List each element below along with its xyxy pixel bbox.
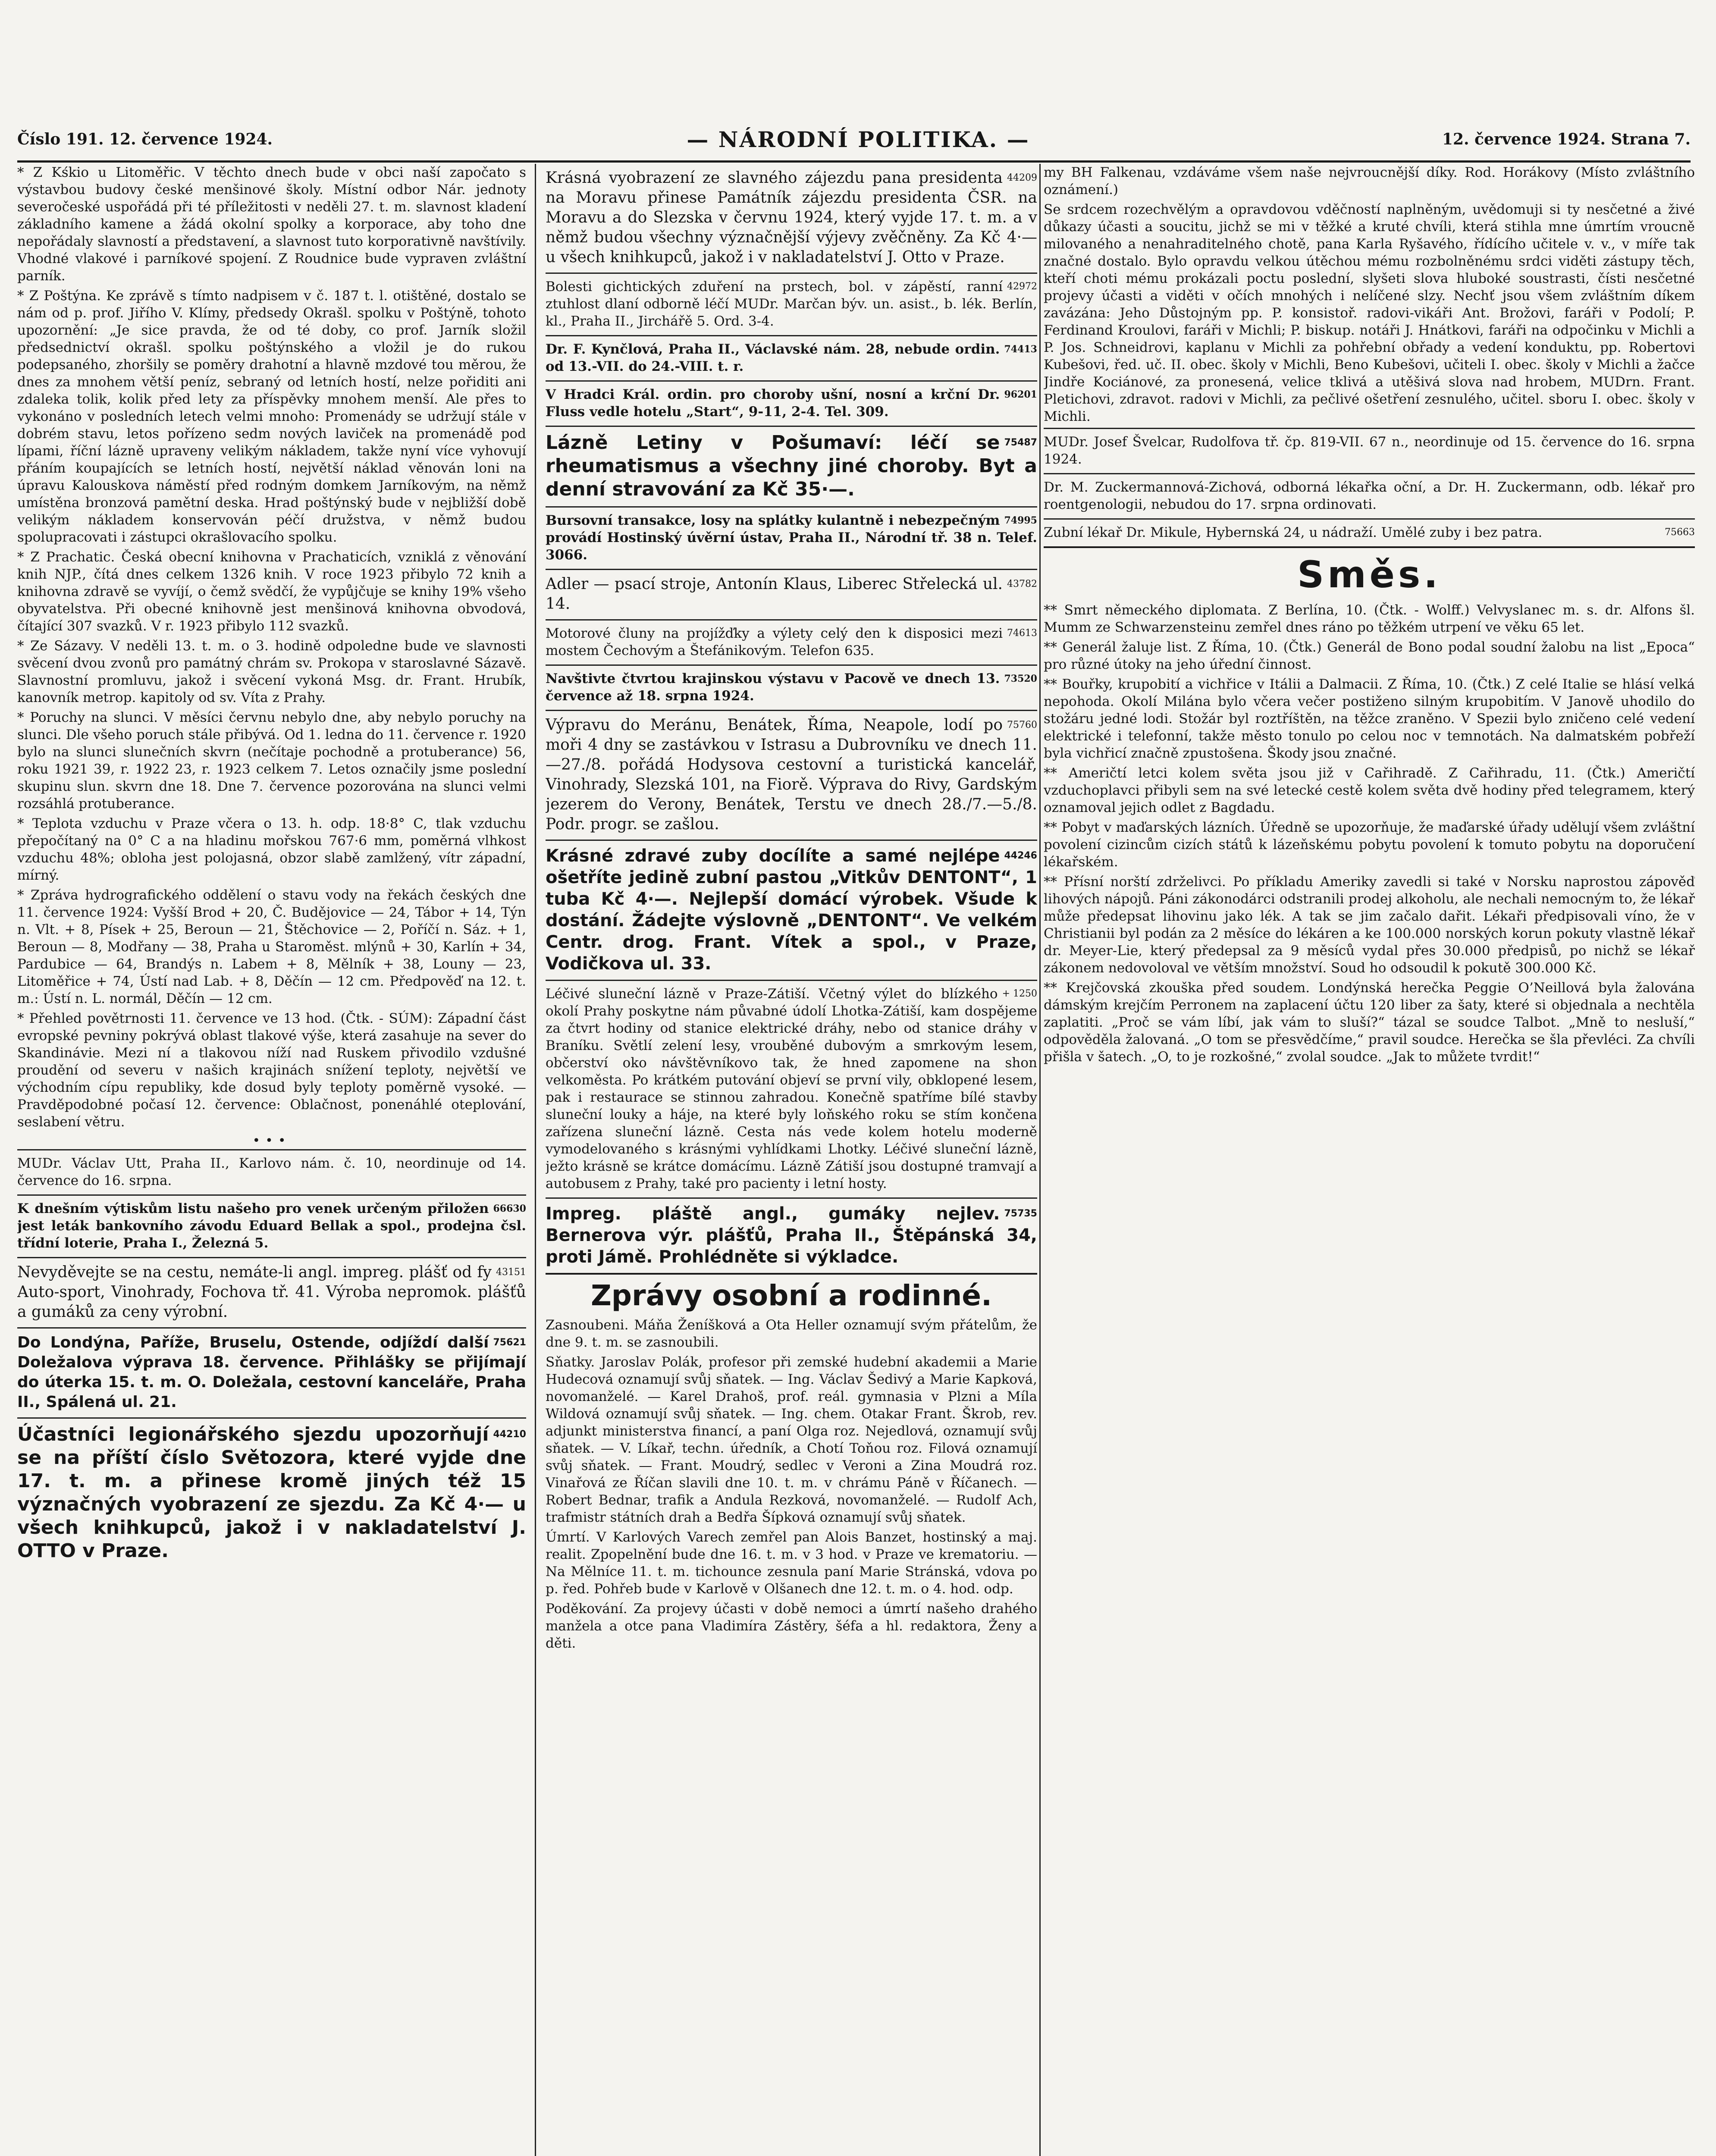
advertisement xyxy=(546,380,1037,426)
ad-text: MUDr. Josef Švelcar, Rudolfova tř. čp. 819-VII. 67 n., neordinuje od 15. července do 16. srpna 1924. xyxy=(1044,434,1695,467)
ad-code: 74613 xyxy=(1007,628,1037,639)
advertisement xyxy=(546,506,1037,569)
news-item: my BH Falkenau, vzdáváme všem naše nejvroucnější díky. Rod. Horákovy (Místo zvláštního oznámení.) xyxy=(1044,165,1695,197)
ad-code: 43151 xyxy=(496,1267,526,1278)
advertisement xyxy=(546,664,1037,710)
separator: ••• xyxy=(252,1133,291,1148)
personal-news-item: Zasnoubeni. Máňa Ženíšková a Ota Heller oznamují svým přátelům, že dne 9. t. m. se zasnoubili. xyxy=(546,1317,1037,1350)
news-item: * Z Kśkio u Litoměřic. V těchto dnech bude v obci naší započato s výstavbou budovy české menšinové školy. Místní odbor Nár. jednoty severočeské uspořádá při té příležitosti v neděli 27. t. m. slavnost kladení základního kamene a žádá okolní spolky a korporace, aby toho dne nepořádaly slavností a představení, a slavnost tuto korporativně navštívily. Vhodné vlakové i parníkové spojení. Z Roudnice bude vypraven zvláštní parník. xyxy=(17,165,526,284)
personal-news-item: Úmrtí. V Karlových Varech zemřel pan Alois Banzet, hostinský a maj. realit. Zpopelnění bude dne 16. t. m. v 3 hod. v Praze ve krematoriu. — Na Mělníce 11. t. m. tichounce zesnula paní Marie Stránská, vdova po p. řed. Pohřeb bude v Karlově v Olšanech dne 12. t. m. o 4. hod. odp. xyxy=(546,1529,1037,1597)
news-item: ** Generál žaluje list. Z Říma, 10. (Čtk.) Generál de Bono podal soudní žalobu na list „Epoca“ pro různé útoky na jeho úřední činnost. xyxy=(1044,639,1695,672)
ad-code: 44246 xyxy=(1004,850,1037,861)
ad-text: Účastníci legionářského sjezdu upozorňují se na příští číslo Světozora, které vyjde dne 17. t. m. a přinese kromě jiných též 15 význačných vyobrazení ze sjezdu. Za Kč 4·— u všech knihkupců, jakož i v nakladatelství J. OTTO v Praze. xyxy=(17,1423,526,1562)
advertisement xyxy=(546,1197,1037,1273)
advertisement xyxy=(17,1149,526,1194)
news-item: * Zpráva hydrografického oddělení o stavu vody na řekách českých dne 11. července 1924: Vyšší Brod + 20, Č. Budějovice — 24, Tábor + 14, Týn n. Vlt. + 8, Písek + 25, Beroun — 21, Štěchovice — 2, Poříčí n. Sáz. + 1, Beroun — 8, Modřany — 38, Praha u Staroměst. mlýnů + 30, Karlín + 34, Pardubice — 64, Brandýs n. Labem + 8, Mělník + 38, Louny — 23, Litoměřice + 74, Ústí nad Lab. + 8, Děčín — 12 cm. Předpověď na 12. t. m.: Ústí n. L. normál, Děčín — 12 cm. xyxy=(17,887,526,1006)
ad-code: 43782 xyxy=(1007,579,1037,589)
ad-text: Krásná vyobrazení ze slavného zájezdu pana presidenta na Moravu přinese Památník zájezdu presidenta ČSR. na Moravu a do Slezska v červnu 1924, který vyjde 17. t. m. a v němž budou všechny význačnější výjevy zvěčněny. Za Kč 4·— u všech knihkupců, jakož i v nakladatelství J. Otto v Praze. xyxy=(546,169,1037,266)
ad-text: Dr. M. Zuckermannová-Zichová, odborná lékařka oční, a Dr. H. Zuckermann, odb. lékař pro roentgenologii, nebudou do 17. srpna ordinovati. xyxy=(1044,479,1695,512)
section-rule xyxy=(1044,546,1695,548)
advertisement xyxy=(546,164,1037,273)
advertisement xyxy=(546,980,1037,1197)
ad-text: Dr. F. Kynčlová, Praha II., Václavské nám. 28, nebude ordin. od 13.-VII. do 24.-VIII. t. r. xyxy=(546,342,1000,374)
ad-text: K dnešním výtiskům listu našeho pro venek určeným přiložen jest leták bankovního závodu Eduard Bellak a spol., prodejna čsl. třídní loterie, Praha I., Železná 5. xyxy=(17,1201,526,1251)
column-1 xyxy=(17,164,526,2156)
news-item: * Přehled povětrnosti 11. července ve 13 hod. (Čtk. - SÚM): Západní část evropské pevniny pokrývá oblast tlakové výše, která zasahuje na sever do Skandinávie. Mezi ní a tlakovou níží nad Ruskem přivodilo vzdušné proudění od severu v našich krajinách snížení teploty, největší ve východním cípu republiky, kde dosud byly teploty poměrně vysoké. — Pravděpodobné počasí 12. července: Oblačnost, ponenáhlé oteplování, seslabení větru. xyxy=(17,1011,526,1130)
news-item: ** Bouřky, krupobití a vichřice v Itálii a Dalmacii. Z Říma, 10. (Čtk.) Z celé Italie se hlásí velká nepohoda. Okolí Milána bylo včera večer postiženo silným krupobitím. V Janově uhodilo do stožáru jedné lodi. Stožár byl roztříštěn, na těžce zraněno. V Spezii bylo zničeno celé vedení elektrické i telefonní, takže město tonulo po celou noc v temnotách. Na dalmatském pobřeží byla vichřicí značně zpustošena. Škody jsou značné. xyxy=(1044,677,1695,761)
advertisement xyxy=(1044,428,1695,473)
newspaper-title: — NÁRODNÍ POLITIKA. — xyxy=(687,127,1030,152)
section-rule xyxy=(546,1273,1037,1275)
page-number: 12. července 1924. Strana 7. xyxy=(1442,130,1691,148)
ad-text: V Hradci Král. ordin. pro choroby ušní, nosní a krční Dr. Fluss vedle hotelu „Start“, 9-11, 2-4. Tel. 309. xyxy=(546,387,1000,420)
advertisement xyxy=(17,1194,526,1257)
column-divider xyxy=(1039,164,1041,2156)
advertisement xyxy=(1044,473,1695,518)
ad-code: 74413 xyxy=(1004,344,1037,355)
column-2 xyxy=(546,164,1037,2156)
ad-code: 75487 xyxy=(1004,437,1037,448)
news-item: * Teplota vzduchu v Praze včera o 13. h. odp. 18·8° C, tlak vzduchu přepočítaný na 0° C a na hladinu mořskou 767·6 mm, poměrná vlhkost vzduchu 48%; obloha jest polojasná, obzor slabě zamlžený, vítr západní, mírný. xyxy=(17,816,526,883)
header-rule xyxy=(17,160,1691,163)
advertisement xyxy=(546,273,1037,335)
advertisement xyxy=(17,1257,526,1327)
ad-code: 75735 xyxy=(1004,1208,1037,1219)
ad-code: 66630 xyxy=(493,1203,526,1214)
column-divider xyxy=(535,164,536,2156)
ad-text: Motorové čluny na projížďky a výlety celý den k disposici mezi mostem Čechovým a Štefánikovým. Telefon 635. xyxy=(546,626,1003,658)
advertisement xyxy=(546,569,1037,619)
ad-text: Navštivte čtvrtou krajinskou výstavu v Pacově ve dnech 13. července až 18. srpna 1924. xyxy=(546,671,1000,704)
advertisement xyxy=(17,1417,526,1568)
ad-code: 75621 xyxy=(493,1337,526,1348)
news-item: ** Američtí letci kolem světa jsou již v Cařihradě. Z Cařihradu, 11. (Čtk.) Američtí vzduchoplavci přibyli sem na své letecké cestě kolem světa dvě hodiny před telegramem, který oznamoval jejich odlet z Bagdadu. xyxy=(1044,765,1695,815)
advertisement xyxy=(17,1327,526,1417)
column-3 xyxy=(1044,164,1695,2156)
section-heading: Směs. xyxy=(1297,553,1441,596)
ad-text: Do Londýna, Paříže, Bruselu, Ostende, odjíždí další Doležalova výprava 18. července. Přihlášky se přijímají do úterka 15. t. m. O. Doležala, cestovní kanceláře, Praha II., Spálená ul. 21. xyxy=(17,1334,526,1411)
personal-news-item: Poděkování. Za projevy účasti v době nemoci a úmrtí našeho drahého manžela a otce pana Vladimíra Zástěry, šéfa a hl. redaktora, Ženy a děti. xyxy=(546,1601,1037,1651)
ad-code: 44209 xyxy=(1007,172,1037,183)
ad-code: 42972 xyxy=(1007,281,1037,292)
ad-code: + 1250 xyxy=(1002,988,1037,999)
ad-text: Nevyděvejte se na cestu, nemáte-li angl. impreg. plášť od fy Auto-sport, Vinohrady, Fochova tř. 41. Výroba nepromok. plášťů a gumáků za ceny výrobní. xyxy=(17,1263,526,1321)
ad-code: 44210 xyxy=(493,1429,526,1440)
issue-number: Číslo 191. 12. července 1924. xyxy=(17,130,273,148)
advertisement xyxy=(546,840,1037,980)
advertisement xyxy=(546,335,1037,380)
ad-code: 74995 xyxy=(1004,515,1037,526)
advertisement xyxy=(1044,518,1695,546)
news-item: Se srdcem rozechvělým a opravdovou vděčností naplněným, uvědomuji si ty nesčetné a živé důkazy účasti a soucitu, jichž se mi v těžké a kruté chvíli, která stihla mne úmrtím vroucně milovaného a nenahraditelného chotě, pana Karla Ryšavého, řídícího učitele v. v., v míře tak značné dostalo. Bylo opravdu velkou útěchou mému rozbolněnému srdci viděti zástupy těch, kteří choti mému prokázali poctu poslední, slyšeti slova hluboké soustrasti, čísti nesčetné projevy účasti a viděti v očích mnohých i nelíčené slzy. Nechť jsou všem zvláštním díkem zavázána: Jeho Důstojným pp. P. konsistoř. radovi-vikáři Ant. Brožovi, faráři v Podolí; P. Ferdinand Kroulovi, faráři v Michli; P. biskup. notáři J. Hnátkovi, faráři na odpočinku v Michli a P. Jos. Schneidrovi, kaplanu v Michli za pohřební obřady a vedení konduktu, pp. Robertovi Kubešovi, řed. uč. II. obec. školy v Michli, Beno Kubešovi, učiteli I. obec. školy v Michli a žačce Jindře Kociánové, za pronesená, velice tklivá a utěšivá slova nad hrobem, MUDrn. Frant. Pletichovi, zdravot. radovi v Michli, za pečlivé ošetření zesnulého, učitel. sboru I. obec. školy v Michli. xyxy=(1044,202,1695,424)
news-item: ** Přísní norští zdrželivci. Po příkladu Ameriky zavedli si také v Norsku naprostou zápověď lihových nápojů. Páni zákonodárci odstranili prodej alkoholu, ale nechali nemocným to, že lékař může předepsat lihovinu jako lék. A tak se jim začalo dařit. Lékaři předpisovali víno, že v Christianii byl podán za 2 měsíce do lékáren a ke 100.000 norských korun pokuty vlastně lékař dr. Meyer-Lie, který předepsal za 9 měsíců vydal přes 30.000 předpisů, po nichž se lékař zákonem nedovoloval ve větším množství. Soud ho odsoudil k pokutě 300.000 Kč. xyxy=(1044,874,1695,976)
ad-code: 73520 xyxy=(1004,673,1037,684)
ad-text: Bolesti gichtických zduření na prstech, bol. v zápěstí, ranní ztuhlost dlaní odborně léčí MUDr. Marčan býv. un. asist., b. lék. Berlín, kl., Praha II., Jirchářě 5. Ord. 3-4. xyxy=(546,279,1037,329)
advertisement xyxy=(546,710,1037,840)
ad-code: 96201 xyxy=(1004,389,1037,400)
ad-code: 75663 xyxy=(1665,527,1695,538)
personal-news-item: Sňatky. Jaroslav Polák, profesor při zemské hudební akademii a Marie Hudecová oznamují svůj sňatek. — Ing. Václav Šedivý a Marie Kapková, novomanželé. — Karel Drahoš, prof. reál. gymnasia v Plzni a Míla Wildová oznamují svůj sňatek. — Ing. chem. Otakar Frant. Škrob, rev. adjunkt ministerstva financí, a paní Olga roz. Nejedlová, oznamují svůj sňatek. — V. Líkař, techn. úředník, a Chotí Toňou roz. Filová oznamují svůj sňatek. — Frant. Moudrý, sedlec v Veroni a Zina Moudrá roz. Vinařová ze Říčan slavili dne 10. t. m. v chrámu Páně v Říčanech. — Robert Bednar, trafik a Andula Rezková, novomanželé. — Rudolf Ach, trafmistr státních drah a Bedřa Šípková oznamují svůj sňatek. xyxy=(546,1354,1037,1525)
news-item: ** Pobyt v maďarských lázních. Úředně se upozorňuje, že maďarské úřady udělují všem zvláštní povolení cizincům cizích států k lázeňskému pobytu povolení k tomuto pobytu na doporučení lékařském. xyxy=(1044,820,1695,870)
ad-text: Bursovní transakce, losy na splátky kulantně i nebezpečným provádí Hostinský úvěrní ústav, Praha II., Národní tř. 38 n. Telef. 3066. xyxy=(546,513,1037,563)
ad-text: Léčivé sluneční lázně v Praze-Zátiší. Včetný výlet do blízkého okolí Prahy poskytne nám půvabné údolí Lhotka-Zátiší, kam dospějeme za čtvrt hodiny od stanice elektrické dráhy, nebo od stanice dráhy v Braníku. Světlí zelení lesy, vrouběné dubovým a smrkovým lesem, občerství oko návštěvníkovo tak, že hned zapomene na shon velkoměsta. Po krátkém putování objeví se první vily, obklopené lesem, pak i restaurace se stinnou zahradou. Konečně spatříme bílé stavby sluneční louky a háje, na které byly loňského roku se stím končena zařízena sluneční lázně. Cesta nás vede kolem hotelu moderně vymodelovaného s krásnými vyhlídkami Lhotky. Léčivé sluneční lázně, ježto krásně se krátce domácímu. Lázně Zátiší jsou dostupné tramvají a autobusem z Prahy, také pro pacienty i letní hosty. xyxy=(546,986,1037,1191)
news-item: * Z Prachatic. Česká obecní knihovna v Prachaticích, vzniklá z věnování knih NJP., čítá dnes celkem 1326 knih. V roce 1923 přibylo 72 knih a knihovna zdravě se vyvíjí, o čemž svědčí, že vypůjčuje se knihy 19% všeho obyvatelstva. Při obecné knihovně jest menšinová knihovna obvodová, čítající 307 svazků. V r. 1923 přibylo 112 svazků. xyxy=(17,549,526,634)
news-item: * Poruchy na slunci. V měsíci červnu nebylo dne, aby nebylo poruchy na slunci. Dle všeho poruch stále přibývá. Od 1. ledna do 11. července r. 1920 bylo na slunci slunečních skvrn (nečítaje pochodně a protuberance) 56, roku 1921 39, r. 1922 23, r. 1923 celkem 7. Letos označily jsme poslední skupinu slun. skvrn dne 18. Dne 7. července pozorována na slunci velmi rozsáhlá protuberance. xyxy=(17,710,526,812)
news-item: ** Krejčovská zkouška před soudem. Londýnská herečka Peggie O’Neillová byla žalována dámským krejčím Perronem na zaplacení účtu 120 liber za šaty, které si objednala a nechtěla zaplatiti. „Proč se vám líbí, jak vám to sluší?“ tázal se soudce Talbot. „Mně to nesluší,“ odpověděla žalovaná. „O tom se přesvědčíme,“ pravil soudce. Herečka se šla převléci. Za chvíli přišla v šatech. „O, to je rozkošné,“ zvolal soudce. „Jak to můžete tvrdit!“ xyxy=(1044,980,1695,1065)
news-item: * Ze Sázavy. V neděli 13. t. m. o 3. hodině odpoledne bude ve slavnosti svěcení dvou zvonů pro památný chrám sv. Prokopa v staroslavné Sázavě. Slavnostní promluvu, jakož i svěcení vykoná Msg. dr. Frant. Hrubík, kanovník metrop. kapitoly od sv. Víta z Prahy. xyxy=(17,638,526,705)
ad-text: Adler — psací stroje, Antonín Klaus, Liberec Střelecká ul. 14. xyxy=(546,575,1003,613)
ad-text: Výpravu do Meránu, Benátek, Říma, Neapole, lodí po moři 4 dny se zastávkou v Istrasu a Dubrovníku ve dnech 11.—27./8. pořádá Hodysova cestovní a turistická kancelář, Vinohrady, Slezská 101, na Fiorě. Výprava do Rivy, Gardským jezerem do Verony, Benátek, Terstu ve dnech 28./7.—5./8. Podr. progr. se zašlou. xyxy=(546,716,1037,833)
news-item: ** Smrt německého diplomata. Z Berlína, 10. (Čtk. - Wolff.) Velvyslanec m. s. dr. Alfons šl. Mumm ze Schwarzensteinu zemřel dnes ráno po těžkém utrpení ve věku 65 let. xyxy=(1044,602,1695,635)
advertisement xyxy=(546,619,1037,664)
ad-code: 75760 xyxy=(1007,720,1037,730)
news-item: * Z Poštýna. Ke zprávě s tímto nadpisem v č. 187 t. l. otištěné, dostalo se nám od p. prof. Jiřího V. Klímy, předsedy Okrašl. spolku v Poštýně, tohoto upozornění: „Je sice pravda, že od té doby, co prof. Jarník složil předsednictví okrašl. spolku poštýnského a vložil je do rukou podepsaného, zhoršily se poměry drahotní a hlavně mzdové tou měrou, že dnes za mnohem větší peníz, sebraný od letních hostí, nelze pořiditi ani zdaleka tolik, kolik před lety za příspěvky mnohem menší. Ale přes to vykonáno v posledních letech velmi mnoho: Promenády se udržují stále v dobrém stavu, letos pořízeno sedm nových laviček na promenádě pod lípami, říční lázně upraveny velikým nákladem, takže nyní více vyhovují přáním koupajících se letních hostí, největší náklad věnován loni na úpravu Kalouskova náměstí před rodným domkem Jarníkovým, na němž umístěna bronzová pamětní deska. Hrad poštýnský bude v nejbližší době velikým nákladem konservován péčí družstva, v němž budou spolupracovati i zástupci okrašlovacího spolku. xyxy=(17,288,526,545)
ad-text: Lázně Letiny v Pošumaví: léčí se rheumatismus a všechny jiné choroby. Byt a denní stravování za Kč 35·—. xyxy=(546,432,1037,500)
ad-text: Zubní lékař Dr. Mikule, Hybernská 24, u nádraží. Umělé zuby i bez patra. xyxy=(1044,525,1543,540)
advertisement xyxy=(546,426,1037,506)
ad-text: MUDr. Václav Utt, Praha II., Karlovo nám. č. 10, neordinuje od 14. července do 16. srpna. xyxy=(17,1156,526,1188)
section-heading: Zprávy osobní a rodinné. xyxy=(590,1279,992,1312)
ad-text: Impreg. pláště angl., gumáky nejlev. Bernerova výr. plášťů, Praha II., Štěpánská 34, proti Jámě. Prohlédněte si výkladce. xyxy=(546,1204,1037,1267)
ad-text: Krásné zdravé zuby docílíte a samé nejlépe ošetříte jedině zubní pastou „Vitkův DENTONT“, 1 tuba Kč 4·—. Nejlepší domácí výrobek. Všude k dostání. Žádejte výslovně „DENTONT“. Ve velkém Centr. drog. Frant. Vítek a spol., v Praze, Vodičkova ul. 33. xyxy=(546,846,1037,974)
page-header xyxy=(17,122,1699,160)
